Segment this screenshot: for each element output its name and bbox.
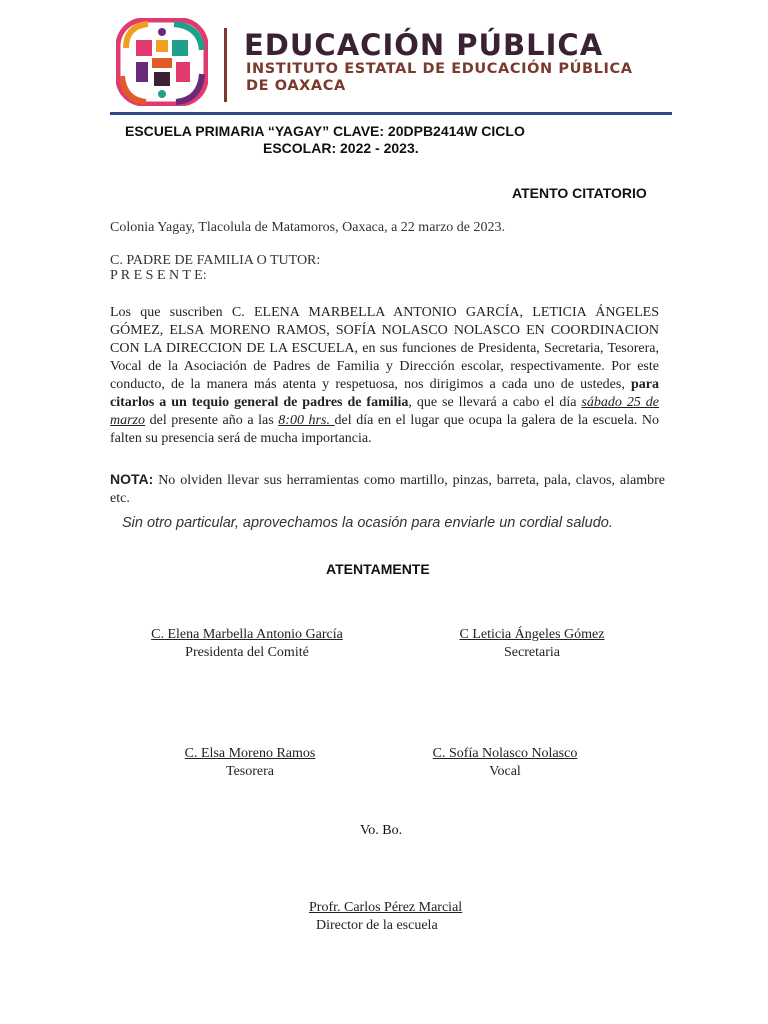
signature-role: Secretaria (504, 645, 560, 660)
header-subtitle-line1: INSTITUTO ESTATAL DE EDUCACIÓN PÚBLICA (246, 61, 633, 77)
oaxaca-education-logo (116, 18, 208, 106)
nota-paragraph (110, 470, 665, 508)
header-subtitle (246, 61, 633, 95)
body-part3: del presente año a las (145, 413, 279, 428)
header-subtitle-line2: DE OAXACA (246, 78, 346, 94)
school-heading-line1: ESCUELA PRIMARIA “YAGAY” CLAVE: 20DPB2414W CICLO (125, 123, 525, 139)
header-rule (110, 112, 672, 115)
signature-role: Presidenta del Comité (185, 645, 309, 660)
signature-block (440, 626, 624, 662)
signature-name: C. Elsa Moreno Ramos (184, 746, 316, 761)
signoff: ATENTAMENTE (326, 561, 430, 577)
body-part1: Los que suscriben C. ELENA MARBELLA ANTONIO GARCÍA, LETICIA ÁNGELES GÓMEZ, ELSA MORENO RAMOS, SOFÍA NOLASCO NOLASCO EN COORDINACION CON LA DIRECCION DE LA ESCUELA, en sus funciones de Presidenta, Secretaria, Tesorera, Vocal de la Asociación de Padres de Familia y Dirección escolar, respectivamente. Por este conducto, de la manera más atenta y respetuosa, nos dirigimos a cada uno de ustedes, (110, 305, 659, 392)
director-role: Director de la escuela (316, 918, 438, 933)
recipient (110, 253, 320, 283)
vobo-label: Vo. Bo. (360, 823, 403, 838)
nota-label: NOTA: (110, 471, 154, 487)
header-title: EDUCACIÓN PÚBLICA (244, 28, 604, 62)
director-signature (300, 899, 488, 935)
body-time: 8:00 hrs. (278, 413, 335, 428)
date-line: Colonia Yagay, Tlacolula de Matamoros, Oaxaca, a 22 marzo de 2023. (110, 220, 506, 235)
signature-role: Tesorera (226, 764, 274, 779)
header-divider (224, 28, 227, 102)
closing-line: Sin otro particular, aprovechamos la ocasión para enviarle un cordial saludo. (122, 515, 613, 531)
school-heading (125, 123, 595, 157)
signature-block (140, 626, 354, 662)
signature-role: Vocal (489, 764, 521, 779)
nota-text: No olviden llevar sus herramientas como martillo, pinzas, barreta, pala, clavos, alambre etc. (110, 473, 665, 506)
signature-name: C. Sofía Nolasco Nolasco (432, 746, 578, 761)
recipient-line2: P R E S E N T E: (110, 268, 207, 283)
body-part2: , que se llevará a cabo el día (408, 395, 582, 410)
body-bold: para citarlos a un tequio general de padres de familia (110, 377, 659, 410)
body-paragraph (110, 304, 659, 448)
signature-block (416, 745, 594, 781)
signature-name: C. Elena Marbella Antonio García (151, 627, 343, 642)
document-title: ATENTO CITATORIO (512, 185, 647, 201)
signature-block (170, 745, 330, 781)
recipient-line1: C. PADRE DE FAMILIA O TUTOR: (110, 253, 321, 268)
director-name: Profr. Carlos Pérez Marcial (309, 900, 463, 915)
body-part4: del día en el lugar que ocupa la galera de la escuela. No falten su presencia será de mucha importancia. (110, 413, 659, 446)
signature-name: C Leticia Ángeles Gómez (459, 627, 605, 642)
body-day: sábado 25 de marzo (110, 395, 660, 428)
school-heading-line2: ESCOLAR: 2022 - 2023. (263, 140, 419, 156)
